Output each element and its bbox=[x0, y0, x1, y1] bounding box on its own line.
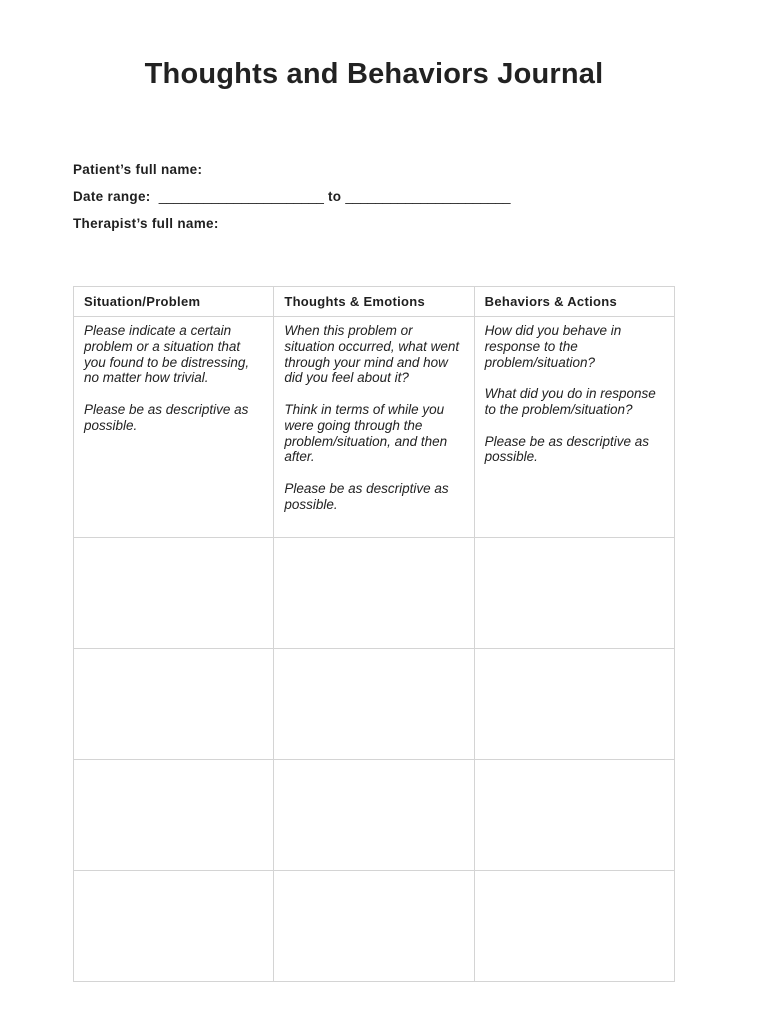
entry-cell-thoughts[interactable] bbox=[274, 871, 474, 982]
page-title: Thoughts and Behaviors Journal bbox=[144, 58, 604, 90]
entry-cell-thoughts[interactable] bbox=[274, 538, 474, 649]
entry-cell-situation[interactable] bbox=[74, 649, 274, 760]
header-situation-problem: Situation/Problem bbox=[74, 287, 274, 317]
header-thoughts-emotions: Thoughts & Emotions bbox=[274, 287, 474, 317]
header-behaviors-actions: Behaviors & Actions bbox=[474, 287, 674, 317]
therapist-name-label: Therapist’s full name: bbox=[73, 216, 219, 231]
entry-cell-situation[interactable] bbox=[74, 538, 274, 649]
entry-cell-behaviors[interactable] bbox=[474, 760, 674, 871]
guidance-text: What did you do in response to the problem/situation? bbox=[484, 386, 656, 417]
entry-cell-thoughts[interactable] bbox=[274, 649, 474, 760]
date-range-label: Date range: bbox=[73, 189, 151, 204]
patient-name-field[interactable] bbox=[73, 160, 693, 187]
guidance-text: How did you behave in response to the problem/situation? bbox=[484, 323, 622, 370]
table-row bbox=[74, 649, 675, 760]
date-to-label: to bbox=[327, 189, 342, 204]
date-end-blank[interactable]: ______________________ bbox=[345, 189, 511, 204]
entry-cell-situation[interactable] bbox=[74, 760, 274, 871]
table-row bbox=[74, 538, 675, 649]
patient-name-label: Patient’s full name: bbox=[73, 162, 203, 177]
date-start-blank[interactable]: ______________________ bbox=[158, 189, 324, 204]
journal-table bbox=[73, 286, 675, 982]
guidance-text: Please indicate a certain problem or a situation that you found to be distressing, no matter how trivial. bbox=[84, 323, 250, 386]
guidance-text: Please be as descriptive as possible. bbox=[84, 401, 249, 433]
entry-cell-thoughts[interactable] bbox=[274, 760, 474, 871]
guidance-text: When this problem or situation occurred, what went through your mind and how did you feel about it? bbox=[284, 323, 460, 386]
guidance-text: Please be as descriptive as possible. bbox=[284, 480, 449, 512]
guidance-row bbox=[74, 317, 675, 538]
guidance-behaviors-cell bbox=[474, 317, 674, 538]
date-range-field[interactable] bbox=[73, 187, 693, 214]
entry-cell-behaviors[interactable] bbox=[474, 649, 674, 760]
entry-cell-situation[interactable] bbox=[74, 871, 274, 982]
guidance-text: Please be as descriptive as possible. bbox=[484, 433, 649, 465]
table-row bbox=[74, 871, 675, 982]
guidance-thoughts-cell bbox=[274, 317, 474, 538]
entry-cell-behaviors[interactable] bbox=[474, 871, 674, 982]
entry-cell-behaviors[interactable] bbox=[474, 538, 674, 649]
guidance-text: Think in terms of while you were going through the problem/situation, and then after. bbox=[284, 401, 448, 465]
guidance-situation-cell bbox=[74, 317, 274, 538]
form-fields bbox=[73, 160, 693, 241]
table-row bbox=[74, 760, 675, 871]
table-header-row bbox=[74, 287, 675, 317]
therapist-name-field[interactable] bbox=[73, 214, 693, 241]
